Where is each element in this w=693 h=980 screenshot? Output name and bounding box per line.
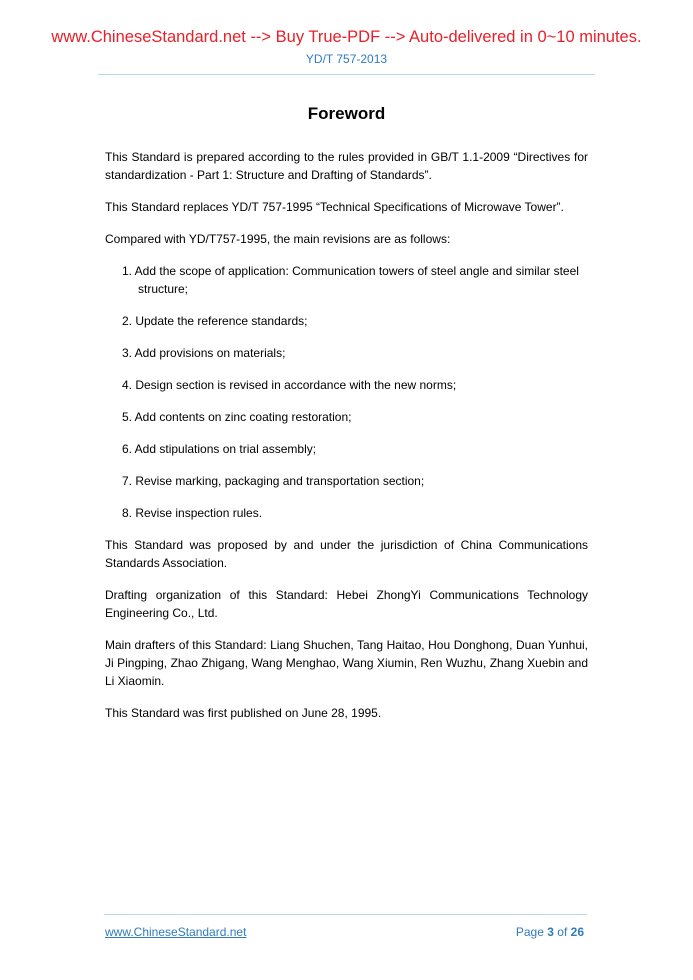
revision-item: 8. Revise inspection rules. [122,506,263,520]
paragraph-replaces: This Standard replaces YD/T 757-1995 “Technical Specifications of Microwave Tower”. [105,200,564,214]
revision-item: 3. Add provisions on materials; [122,346,286,360]
revision-item: 7. Revise marking, packaging and transportation section; [122,474,425,488]
header-divider [98,74,595,75]
page-prefix: Page [515,925,544,939]
paragraph-proposed-by: This Standard was proposed by and under the jurisdiction of China Communications Standards Association. [105,538,588,570]
revision-item: 4. Design section is revised in accordance with the new norms; [122,378,457,392]
footer-divider [104,914,587,915]
page-number [516,925,584,939]
document-body [105,148,588,736]
paragraph-prepared-according: This Standard is prepared according to the rules provided in GB/T 1.1-2009 “Directives for standardization - Part 1: Structure and Drafting of Standards”. [105,150,588,182]
page-title: Foreword [307,104,386,123]
paragraph-drafting-organization: Drafting organization of this Standard: Hebei ZhongYi Communications Technology Engineering Co., Ltd. [105,588,588,620]
page-current: 3 [547,925,554,939]
promo-banner[interactable]: www.ChineseStandard.net --> Buy True-PDF --> Auto-delivered in 0~10 minutes. [51,28,642,46]
revision-item: 6. Add stipulations on trial assembly; [122,442,317,456]
footer-website-link[interactable]: www.ChineseStandard.net [105,925,247,939]
paragraph-revisions-intro: Compared with YD/T757-1995, the main revisions are as follows: [105,232,451,246]
revision-item: 5. Add contents on zinc coating restoration; [122,410,352,424]
page-of: of [557,925,568,939]
paragraph-main-drafters: Main drafters of this Standard: Liang Shuchen, Tang Haitao, Hou Donghong, Duan Yunhui, Ji Pingping, Zhao Zhigang, Wang Menghao, Wang Xiumin, Ren Wuzhu, Zhang Xuebin and Li Xiaomin. [105,638,588,688]
paragraph-first-published: This Standard was first published on June 28, 1995. [105,706,382,720]
document-code: YD/T 757-2013 [305,52,388,66]
revision-item: 2. Update the reference standards; [122,314,308,328]
revisions-list [105,262,588,522]
page-total: 26 [570,925,584,939]
revision-item: 1. Add the scope of application: Communication towers of steel angle and similar steel structure; [122,264,579,296]
